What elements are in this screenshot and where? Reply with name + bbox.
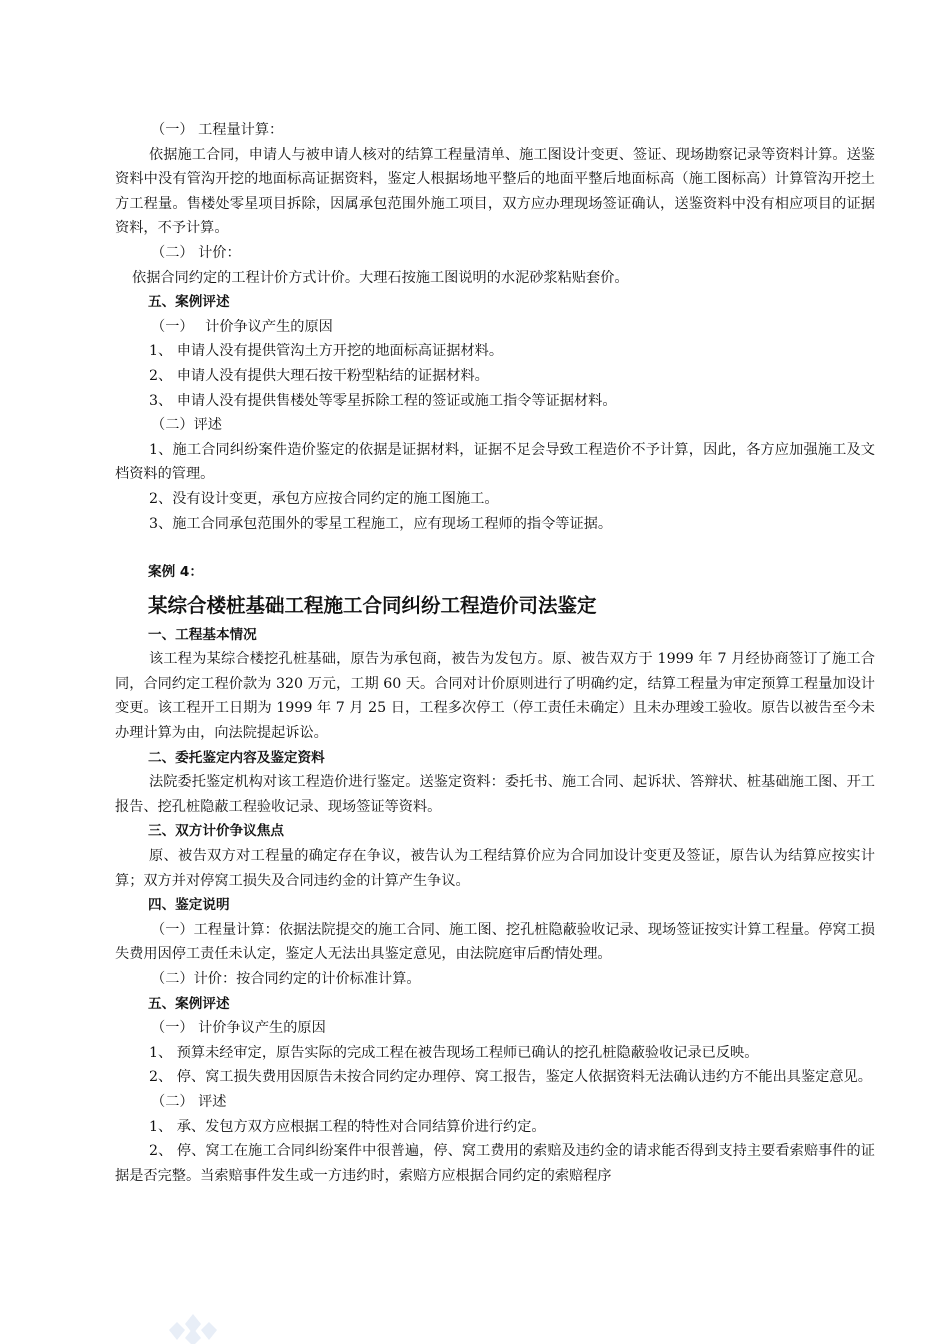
section-appraisal-notes: 四、鉴定说明 (148, 897, 230, 914)
list-item: 2、 申请人没有提供大理石按干粉型粘结的证据材料。 (149, 367, 489, 384)
section-case-review-2: 五、案例评述 (148, 995, 230, 1012)
paragraph-basic-info: 该工程为某综合楼挖孔桩基础，原告为承包商，被告为发包方。原、被告双方于 1999 年 7 月经协商签订了施工合同，合同约定工程价款为 320 万元，工期 60 天。合同对计价原则进行了明确约定，结算工程量为审定预算工程量加设计变更。该工程开工日期为 1999 年 7 月 25 日，工程多次停工（停工责任未确定）且未办理竣工验收。原告以被告至今未办理计算为由，向法院提起诉讼。 (115, 651, 875, 742)
list-item: 1、 承、发包方双方应根据工程的特性对合同结算价进行约定。 (149, 1118, 546, 1135)
paragraph-dispute-focus: 原、被告双方对工程量的确定存在争议，被告认为工程结算价应为合同加设计变更及签证，原告认为结算应按实计算；双方并对停窝工损失及合同违约金的计算产生争议。 (115, 848, 875, 889)
subheading-review-2: （二） 评述 (151, 1093, 227, 1110)
list-item: 2、 停、窝工损失费用因原告未按合同约定办理停、窝工报告，鉴定人依据资料无法确认违约方不能出具鉴定意见。 (149, 1069, 872, 1086)
subheading-pricing: （二） 计价： (151, 244, 241, 261)
list-item: 3、 申请人没有提供售楼处等零星拆除工程的签证或施工指令等证据材料。 (149, 392, 617, 409)
paragraph-commission: 法院委托鉴定机构对该工程造价进行鉴定。送鉴定资料：委托书、施工合同、起诉状、答辩状、桩基础施工图、开工报告、挖孔桩隐蔽工程验收记录、现场签证等资料。 (115, 774, 875, 815)
list-item: 1、 申请人没有提供管沟土方开挖的地面标高证据材料。 (149, 343, 504, 360)
section-dispute-focus: 三、双方计价争议焦点 (148, 823, 284, 840)
watermark-logo-icon (163, 1312, 223, 1344)
case-label: 案例 4： (148, 564, 203, 581)
subheading-review: （二）评述 (151, 417, 222, 434)
section-commission: 二、委托鉴定内容及鉴定资料 (148, 749, 325, 766)
list-item: 1、施工合同纠纷案件造价鉴定的依据是证据材料，证据不足会导致工程造价不予计算，因此，各方应加强施工及文档资料的管理。 (115, 441, 875, 483)
paragraph-quantity-basis: 依据施工合同，申请人与被申请人核对的结算工程量清单、施工图设计变更、签证、现场勘察记录等资料计算。送鉴资料中没有管沟开挖的地面标高证据资料，鉴定人根据场地平整后的地面平整后地面标高（施工图标高）计算管沟开挖土方工程量。售楼处零星项目拆除，因属承包范围外施工项目，双方应办理现场签证确认，送鉴资料中没有相应项目的证据资料，不予计算。 (115, 146, 875, 237)
list-item: 3、施工合同承包范围外的零星工程施工，应有现场工程师的指令等证据。 (149, 515, 613, 532)
subheading-dispute-cause-2: （一） 计价争议产生的原因 (151, 1020, 326, 1037)
list-item: 2、 停、窝工在施工合同纠纷案件中很普遍，停、窝工费用的索赔及违约金的请求能否得到支持主要看索赔事件的证据是否完整。当索赔事件发生或一方违约时，索赔方应根据合同约定的索赔程序 (115, 1143, 875, 1184)
section-basic-info: 一、工程基本情况 (148, 626, 257, 643)
paragraph-appraisal-pricing: （二）计价：按合同约定的计价标准计算。 (151, 971, 421, 987)
subheading-quantity: （一） 工程量计算： (151, 122, 284, 138)
paragraph-pricing: 依据合同约定的工程计价方式计价。大理石按施工图说明的水泥砂浆粘贴套价。 (132, 269, 629, 286)
list-item: 1、 预算未经审定，原告实际的完成工程在被告现场工程师已确认的挖孔桩隐蔽验收记录已反映。 (149, 1044, 759, 1061)
case-title: 某综合楼桩基础工程施工合同纠纷工程造价司法鉴定 (148, 593, 597, 617)
paragraph-appraisal-quantity: （一）工程量计算：依据法院提交的施工合同、施工图、挖孔桩隐蔽验收记录、现场签证按实计算工程量。停窝工损失费用因停工责任未认定，鉴定人无法出具鉴定意见，由法院庭审后酌情处理。 (115, 921, 875, 963)
subheading-dispute-cause: （一） 计价争议产生的原因 (151, 318, 333, 335)
list-item: 2、没有设计变更，承包方应按合同约定的施工图施工。 (149, 490, 499, 507)
document-page (115, 118, 875, 1188)
section-case-review: 五、案例评述 (148, 294, 230, 311)
